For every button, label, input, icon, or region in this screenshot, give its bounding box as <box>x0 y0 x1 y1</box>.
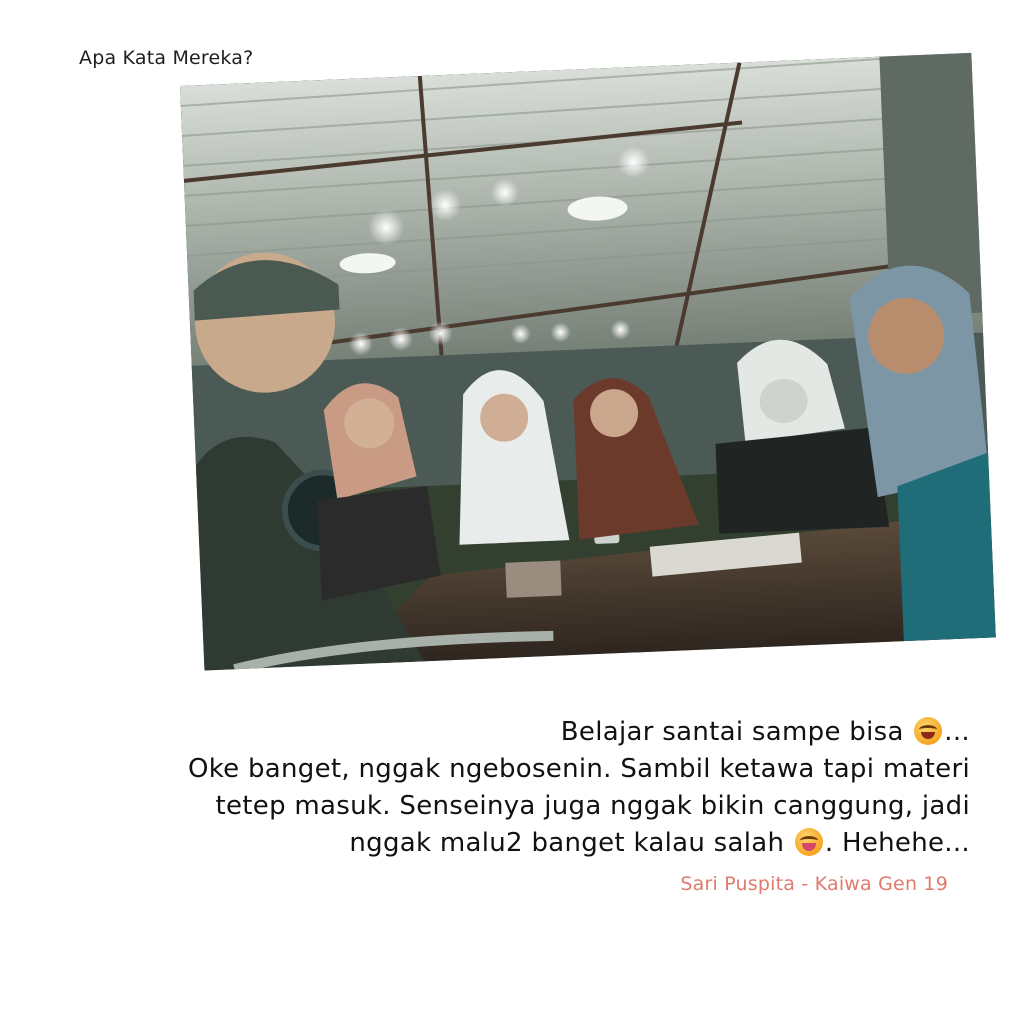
quote-line-1-end: ... <box>944 717 970 747</box>
quote-line-4-end: . Hehehe... <box>824 828 970 858</box>
quote-line-1 <box>50 714 970 751</box>
quote-line-3: tetep masuk. Senseinya juga nggak bikin canggung, jadi <box>215 791 970 821</box>
page-title: Apa Kata Mereka? <box>79 47 254 69</box>
quote-line-1-text: Belajar santai sampe bisa <box>560 717 904 747</box>
grinning-squint-emoji-icon <box>914 717 942 745</box>
quote-line-2: Oke banget, nggak ngebosenin. Sambil ketawa tapi materi <box>187 754 970 784</box>
group-photo-image <box>180 53 996 671</box>
group-photo <box>180 53 996 671</box>
quote-line-4-text: nggak malu2 banget kalau salah <box>349 828 785 858</box>
tongue-out-emoji-icon <box>795 828 823 856</box>
testimonial-author: Sari Puspita - Kaiwa Gen 19 <box>680 873 948 895</box>
quote-line-4 <box>50 825 970 862</box>
testimonial-quote <box>50 714 970 862</box>
